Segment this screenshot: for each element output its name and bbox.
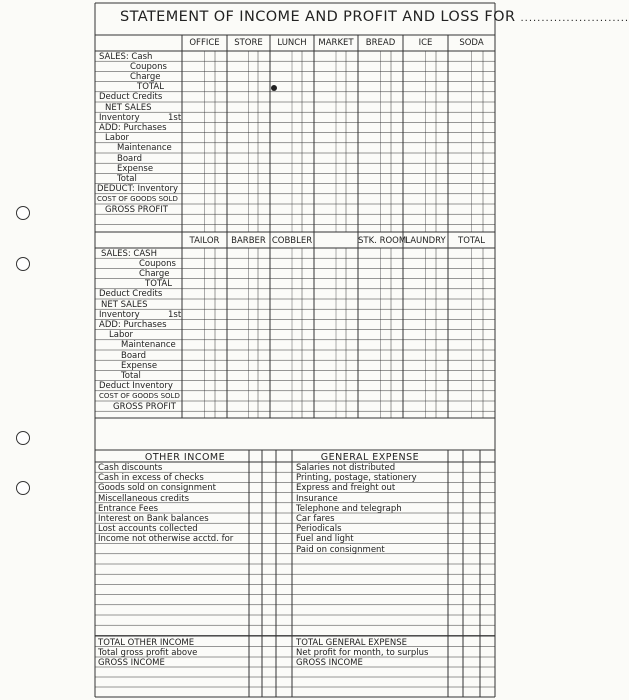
row-label: Board [117, 153, 142, 164]
row-label: SALES: CASH [101, 248, 157, 259]
general-expense-item: Insurance [296, 493, 338, 504]
general-expense-item: Car fares [296, 514, 335, 524]
row-label: 1st [168, 309, 182, 320]
column-header: BREAD [365, 38, 396, 48]
other-income-item: Cash in excess of checks [98, 473, 204, 484]
row-label: GROSS PROFIT [105, 204, 168, 215]
row-label: GROSS PROFIT [113, 401, 176, 412]
row-label: TOTAL [145, 279, 172, 290]
general-expense-item: Salaries not distributed [296, 463, 396, 473]
row-label: Inventory [99, 112, 140, 123]
row-label: NET SALES [101, 299, 148, 310]
general-expense-item: Fuel and light [296, 534, 354, 545]
row-label: COST OF GOODS SOLD [99, 392, 180, 401]
other-income-heading: OTHER INCOME [144, 452, 226, 463]
row-label: Total [121, 370, 141, 381]
column-header: STK. ROOM [358, 236, 407, 246]
general-expense-footer: Net profit for month, to surplus [296, 648, 429, 659]
general-expense-item: Periodicals [296, 524, 342, 535]
other-income-footer: TOTAL OTHER INCOME [98, 638, 195, 648]
other-income-item: Lost accounts collected [98, 524, 198, 535]
column-header: BARBER [231, 236, 266, 246]
row-label: TOTAL [137, 82, 164, 93]
other-income-item: Goods sold on consignment [98, 483, 216, 494]
other-income-item: Miscellaneous credits [98, 493, 190, 504]
column-header: MARKET [318, 38, 354, 48]
row-label: Expense [121, 360, 158, 371]
other-income-item: Income not otherwise acctd. for [98, 534, 234, 545]
general-expense-heading: GENERAL EXPENSE [320, 452, 420, 463]
row-label: Deduct Credits [99, 92, 163, 103]
row-label: SALES: Cash [99, 51, 153, 62]
row-label: Deduct Credits [99, 289, 163, 300]
row-label: Labor [105, 133, 130, 144]
row-label: Coupons [130, 61, 167, 72]
page-title [120, 9, 629, 25]
row-label: Expense [117, 163, 154, 174]
ink-smudge [271, 85, 277, 91]
general-expense-item: Printing, postage, stationery [296, 473, 417, 484]
title-blank: .......................... [520, 13, 629, 24]
row-label: Deduct Inventory [99, 381, 173, 392]
title-text: STATEMENT OF INCOME AND PROFIT AND LOSS FOR [120, 9, 516, 25]
other-income-item: Cash discounts [98, 463, 163, 473]
other-income-footer: Total gross profit above [98, 648, 198, 659]
row-label: Labor [109, 330, 134, 341]
general-expense-item: Telephone and telegraph [296, 503, 402, 514]
column-header: COBBLER [271, 236, 313, 246]
column-header: SODA [459, 38, 484, 48]
row-label: DEDUCT: Inventory [97, 184, 179, 195]
row-label: Maintenance [121, 340, 176, 351]
column-header: ICE [418, 38, 433, 48]
column-header: LUNCH [277, 38, 307, 48]
row-label: Charge [139, 268, 170, 279]
general-expense-item: Paid on consignment [296, 544, 385, 555]
other-income-item: Entrance Fees [98, 503, 159, 514]
row-label: Board [121, 350, 146, 361]
row-label: NET SALES [105, 102, 152, 113]
general-expense-footer: TOTAL GENERAL EXPENSE [296, 638, 407, 648]
row-label: Maintenance [117, 143, 172, 154]
column-header: TOTAL [458, 236, 485, 246]
row-label: Inventory [99, 309, 140, 320]
row-label: 1st [168, 112, 182, 123]
row-label: ADD: Purchases [99, 122, 167, 133]
column-header: LAUNDRY [405, 236, 446, 246]
column-header: STORE [234, 38, 263, 48]
row-label: Total [117, 173, 137, 184]
other-income-item: Interest on Bank balances [98, 514, 209, 524]
row-label: Coupons [139, 258, 176, 269]
row-label: COST OF GOODS SOLD [97, 195, 178, 204]
general-expense-item: Express and freight out [296, 483, 396, 494]
row-label: ADD: Purchases [99, 319, 167, 330]
column-header: OFFICE [189, 38, 220, 48]
row-label: Charge [130, 71, 161, 82]
general-expense-footer: GROSS INCOME [296, 658, 363, 669]
other-income-footer: GROSS INCOME [98, 658, 165, 669]
column-header: TAILOR [189, 236, 220, 246]
